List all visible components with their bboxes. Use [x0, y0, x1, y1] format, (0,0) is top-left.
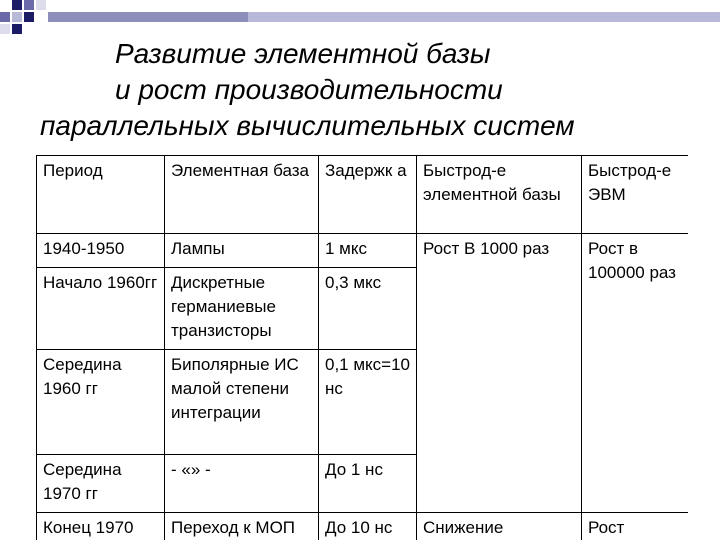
title-line-2: и рост производительности [115, 74, 503, 105]
cell-base: Переход к МОП [165, 513, 319, 540]
cell-delay: 0,1 мкс=10 нс [319, 350, 417, 455]
decorative-squares [0, 0, 720, 40]
cell-base: - «» - [165, 455, 319, 513]
cell-element-speed-merged: Рост В 1000 раз [417, 234, 582, 513]
table-container [36, 155, 688, 540]
cell-computer-speed-merged: Рост в 100000 раз [582, 234, 689, 513]
cell-delay: 0,3 мкс [319, 268, 417, 350]
cell-delay: До 10 нс [319, 513, 417, 540]
table-row [37, 234, 689, 268]
title-line-1: Развитие элементной базы [115, 38, 491, 69]
header-period: Период [37, 156, 165, 234]
cell-base: Лампы [165, 234, 319, 268]
cell-base: Биполярные ИС малой степени интеграции [165, 350, 319, 455]
header-delay: Задержк а [319, 156, 417, 234]
cell-element-speed: Снижение [417, 513, 582, 540]
decorative-squares-graphic [0, 0, 720, 40]
cell-delay: 1 мкс [319, 234, 417, 268]
cell-period: Конец 1970 [37, 513, 165, 540]
header-element-speed: Быстрод-е элементной базы [417, 156, 582, 234]
cell-computer-speed: Рост [582, 513, 689, 540]
header-element-base: Элементная база [165, 156, 319, 234]
cell-period: Середина 1960 гг [37, 350, 165, 455]
cell-period: 1940-1950 [37, 234, 165, 268]
table-header-row [37, 156, 689, 234]
element-base-table [36, 155, 688, 540]
header-computer-speed: Быстрод-е ЭВМ [582, 156, 689, 234]
title-line-3: параллельных вычислительных систем [40, 110, 575, 141]
cell-period: Середина 1970 гг [37, 455, 165, 513]
cell-period: Начало 1960гг [37, 268, 165, 350]
slide-title [40, 36, 680, 144]
cell-base: Дискретные германиевые транзисторы [165, 268, 319, 350]
table-row [37, 513, 689, 540]
cell-delay: До 1 нс [319, 455, 417, 513]
